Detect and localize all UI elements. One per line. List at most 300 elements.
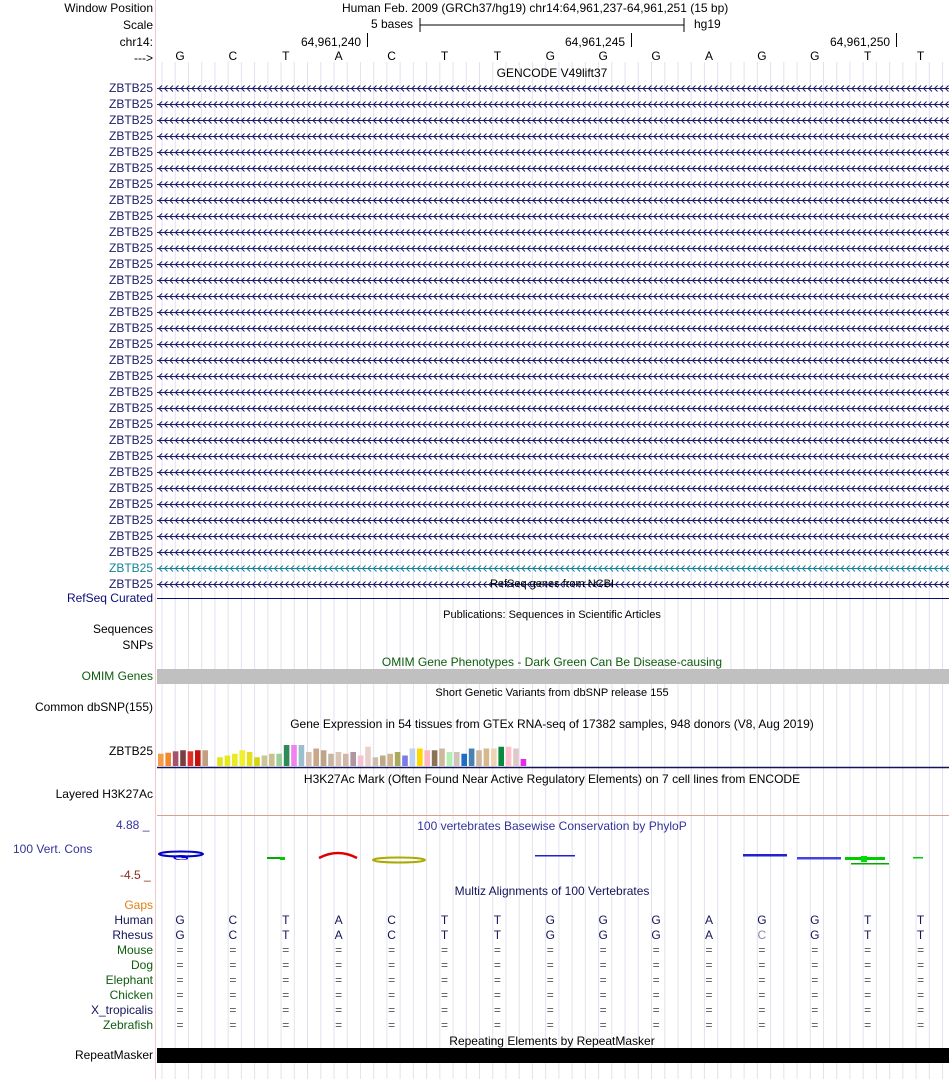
gencode-gene-label[interactable]: ZBTB25	[108, 241, 153, 255]
gencode-gene-label[interactable]: ZBTB25	[108, 513, 153, 527]
multiz-base: =	[599, 943, 607, 957]
multiz-base: A	[704, 913, 714, 927]
gtex-tissue-bar	[202, 750, 208, 766]
multiz-base: =	[282, 943, 290, 957]
gencode-transcript-line[interactable]	[157, 292, 949, 301]
multiz-base: =	[546, 943, 554, 957]
reference-base: T	[864, 49, 872, 63]
gtex-tissue-bar	[321, 750, 327, 766]
conservation-logo-chart[interactable]	[157, 846, 949, 870]
multiz-base: A	[704, 928, 714, 942]
reference-base: A	[704, 49, 714, 63]
gencode-gene-label[interactable]: ZBTB25	[108, 353, 153, 367]
multiz-base: T	[282, 913, 290, 927]
gencode-gene-label[interactable]: ZBTB25	[108, 145, 153, 159]
multiz-base: =	[599, 988, 607, 1002]
multiz-base: G	[175, 913, 185, 927]
gtex-tissue-bar	[373, 757, 379, 766]
multiz-base: =	[546, 1003, 554, 1017]
multiz-base: G	[598, 913, 608, 927]
multiz-base: =	[705, 1003, 713, 1017]
position-tick-3: 64,961,250	[830, 35, 891, 49]
gtex-tissue-bar	[217, 757, 223, 766]
h3k27ac-track-title[interactable]: H3K27Ac Mark (Often Found Near Active Regulatory Elements) on 7 cell lines from ENCODE	[303, 772, 801, 786]
gencode-gene-label[interactable]: ZBTB25	[108, 449, 153, 463]
multiz-base: G	[545, 928, 555, 942]
multiz-base: =	[282, 1003, 290, 1017]
gtex-tissue-bar	[447, 752, 453, 766]
gencode-transcript-line[interactable]	[157, 420, 949, 429]
gencode-transcript-line[interactable]	[157, 484, 949, 493]
multiz-base: C	[387, 928, 396, 942]
multiz-base: T	[916, 928, 925, 942]
gencode-gene-label[interactable]: ZBTB25	[108, 225, 153, 239]
multiz-base: =	[652, 1018, 660, 1032]
gencode-gene-label[interactable]: ZBTB25	[108, 177, 153, 191]
gtex-tissue-bar	[395, 752, 401, 766]
gencode-gene-label[interactable]: ZBTB25	[108, 321, 153, 335]
multiz-base: =	[229, 1003, 237, 1017]
multiz-base: =	[599, 973, 607, 987]
multiz-base: T	[493, 928, 502, 942]
conservation-track-title[interactable]: 100 vertebrates Basewise Conservation by PhyloP	[417, 819, 687, 833]
gencode-transcript-line[interactable]	[157, 564, 949, 573]
multiz-base: A	[334, 928, 343, 942]
strand-label: --->	[134, 51, 153, 65]
multiz-base: =	[917, 1003, 925, 1017]
multiz-base: =	[917, 958, 925, 972]
multiz-base: =	[758, 1018, 766, 1032]
multiz-base: A	[334, 913, 343, 927]
refseq-curated-label[interactable]: RefSeq Curated	[66, 591, 153, 605]
gtex-tissue-bar	[232, 754, 238, 766]
window-position-label: Window Position	[64, 1, 153, 15]
multiz-base: C	[757, 928, 767, 942]
multiz-base: =	[811, 973, 819, 987]
multiz-base: T	[440, 913, 449, 927]
gencode-transcript-line[interactable]	[157, 404, 949, 413]
multiz-base: =	[335, 1003, 343, 1017]
gtex-tissue-bar	[313, 749, 319, 767]
repeatmasker-track-title[interactable]: Repeating Elements by RepeatMasker	[449, 1034, 655, 1048]
multiz-base: G	[810, 913, 820, 927]
multiz-base: =	[811, 943, 819, 957]
multiz-base: G	[175, 928, 185, 942]
multiz-base: G	[757, 913, 767, 927]
multiz-base: =	[652, 943, 660, 957]
gencode-gene-label[interactable]: ZBTB25	[108, 433, 153, 447]
multiz-base: =	[864, 943, 872, 957]
multiz-base: =	[705, 988, 713, 1002]
multiz-base: =	[758, 988, 766, 1002]
multiz-species-label[interactable]: Human	[114, 913, 153, 927]
gtex-expression-chart[interactable]	[157, 731, 949, 769]
multiz-base: =	[864, 1003, 872, 1017]
gtex-tissue-bar	[469, 749, 475, 767]
gtex-tissue-bar	[276, 754, 282, 766]
conservation-ymin: -4.5 _	[120, 868, 151, 882]
multiz-base: =	[440, 1018, 449, 1032]
multiz-base: G	[651, 913, 661, 927]
gencode-gene-label[interactable]: ZBTB25	[108, 577, 153, 591]
multiz-track-title[interactable]: Multiz Alignments of 100 Vertebrates	[454, 884, 650, 898]
reference-base: C	[387, 49, 396, 63]
gencode-transcript-line[interactable]	[157, 324, 949, 333]
refseq-track-title[interactable]: RefSeq genes from NCBI	[489, 578, 615, 590]
multiz-base: =	[335, 943, 343, 957]
multiz-base: =	[917, 973, 925, 987]
gtex-tissue-bar	[387, 754, 393, 766]
chrom-label: chr14:	[119, 35, 153, 49]
gtex-tissue-bar	[247, 752, 253, 766]
gencode-gene-label[interactable]: ZBTB25	[108, 385, 153, 399]
reference-base: G	[651, 49, 661, 63]
gencode-gene-label[interactable]: ZBTB25	[108, 417, 153, 431]
multiz-base: =	[546, 1018, 554, 1032]
gencode-transcript-line[interactable]	[157, 500, 949, 509]
gencode-transcript-line[interactable]	[157, 388, 949, 397]
publications-snps-label[interactable]: SNPs	[122, 638, 153, 652]
gencode-gene-label[interactable]: ZBTB25	[108, 257, 153, 271]
h3k27ac-label[interactable]: Layered H3K27Ac	[55, 787, 153, 801]
logo-mark-t3	[913, 857, 923, 859]
gencode-gene-label[interactable]: ZBTB25	[108, 401, 153, 415]
multiz-species-label[interactable]: Mouse	[116, 943, 153, 957]
multiz-base: =	[493, 988, 501, 1002]
multiz-base: =	[388, 988, 396, 1002]
gencode-transcript-line[interactable]	[157, 84, 949, 93]
gtex-tissue-bar	[365, 747, 371, 766]
gencode-transcript-line[interactable]	[157, 196, 949, 205]
logo-mark-t2-core	[861, 856, 867, 862]
multiz-base: =	[176, 943, 184, 957]
dbsnp-label[interactable]: Common dbSNP(155)	[34, 700, 153, 714]
gtex-tissue-bar	[402, 756, 408, 767]
gencode-transcript-line[interactable]	[157, 308, 949, 317]
gtex-tissue-bar	[439, 749, 445, 767]
scale-label: Scale	[122, 18, 153, 32]
gtex-tissue-bar	[343, 754, 349, 766]
gencode-transcript-line[interactable]	[157, 116, 949, 125]
reference-base: T	[282, 49, 290, 63]
multiz-base: =	[705, 1018, 713, 1032]
gencode-gene-label[interactable]: ZBTB25	[108, 337, 153, 351]
gtex-tissue-bar	[173, 751, 179, 766]
multiz-base: =	[440, 958, 449, 972]
multiz-base: =	[282, 958, 290, 972]
multiz-base: =	[335, 958, 343, 972]
multiz-base: =	[176, 988, 184, 1002]
gencode-gene-label[interactable]: ZBTB25	[108, 561, 153, 575]
multiz-base: =	[652, 988, 660, 1002]
gtex-tissue-bar	[484, 749, 490, 767]
gtex-tissue-bar	[417, 749, 423, 767]
repeatmasker-label[interactable]: RepeatMasker	[74, 1048, 153, 1062]
multiz-base: =	[811, 988, 819, 1002]
gencode-gene-label[interactable]: ZBTB25	[108, 113, 153, 127]
multiz-base: =	[282, 1018, 290, 1032]
multiz-species-label[interactable]: Zebrafish	[102, 1018, 153, 1032]
multiz-base: =	[176, 958, 184, 972]
multiz-base: C	[228, 928, 238, 942]
gtex-tissue-bar	[195, 750, 201, 766]
position-tick-1: 64,961,240	[301, 35, 362, 49]
gtex-tissue-bar	[454, 752, 460, 766]
reference-base: G	[810, 49, 820, 63]
gtex-tissue-bar	[432, 750, 438, 766]
multiz-base: =	[546, 958, 554, 972]
multiz-base: =	[705, 958, 713, 972]
multiz-base: =	[917, 988, 925, 1002]
gtex-tissue-bar	[165, 753, 171, 766]
omim-track-title[interactable]: OMIM Gene Phenotypes - Dark Green Can Be Disease-causing	[381, 655, 723, 669]
multiz-base: =	[335, 988, 343, 1002]
gencode-transcript-line[interactable]	[157, 164, 949, 173]
gtex-tissue-bar	[380, 756, 386, 767]
position-tick-mark-3	[896, 33, 897, 47]
reference-base: G	[598, 49, 608, 63]
gtex-tissue-bar	[328, 754, 334, 766]
multiz-base: =	[599, 1003, 607, 1017]
multiz-base: T	[864, 928, 872, 942]
multiz-gaps-label: Gaps	[124, 898, 153, 912]
multiz-base: T	[493, 913, 502, 927]
assembly-position-text: Human Feb. 2009 (GRCh37/hg19) chr14:64,961,237-64,961,251 (15 bp)	[342, 1, 729, 15]
multiz-base: =	[546, 988, 554, 1002]
gtex-tissue-bar	[521, 759, 527, 766]
logo-mark-a	[319, 853, 357, 858]
multiz-base: T	[916, 913, 925, 927]
multiz-base: =	[652, 958, 660, 972]
multiz-base: G	[545, 913, 555, 927]
multiz-base: =	[917, 1018, 925, 1032]
logo-mark-g3	[743, 854, 787, 857]
reference-base: G	[175, 49, 185, 63]
gencode-gene-label[interactable]: ZBTB25	[108, 209, 153, 223]
multiz-base: =	[493, 958, 501, 972]
gencode-transcript-line[interactable]	[157, 260, 949, 269]
multiz-base: =	[864, 1018, 872, 1032]
multiz-base: =	[388, 973, 396, 987]
multiz-base: =	[758, 1003, 766, 1017]
multiz-base: =	[229, 1018, 237, 1032]
multiz-base: =	[388, 958, 396, 972]
multiz-base: G	[598, 928, 608, 942]
gencode-gene-label[interactable]: ZBTB25	[108, 97, 153, 111]
gencode-transcript-line[interactable]	[157, 100, 949, 109]
gencode-transcript-line[interactable]	[157, 356, 949, 365]
multiz-base: =	[440, 973, 449, 987]
gencode-gene-label[interactable]: ZBTB25	[108, 545, 153, 559]
label-divider	[155, 0, 156, 1079]
multiz-base: T	[282, 928, 290, 942]
multiz-base: =	[335, 973, 343, 987]
multiz-species-label[interactable]: Chicken	[109, 988, 153, 1002]
logo-mark-t2-neg	[851, 863, 889, 865]
publications-sequences-label[interactable]: Sequences	[92, 622, 153, 636]
reference-base: T	[916, 49, 925, 63]
gencode-gene-label[interactable]: ZBTB25	[108, 465, 153, 479]
conservation-ymax: 4.88 _	[116, 818, 150, 832]
multiz-species-label[interactable]: Rhesus	[112, 928, 153, 942]
multiz-base: C	[387, 913, 396, 927]
multiz-species-label[interactable]: Elephant	[105, 973, 153, 987]
reference-base: T	[440, 49, 449, 63]
multiz-base: =	[652, 1003, 660, 1017]
multiz-base: =	[811, 1018, 819, 1032]
multiz-base: =	[811, 1003, 819, 1017]
gencode-transcript-line[interactable]	[157, 276, 949, 285]
reference-base: C	[228, 49, 238, 63]
multiz-base: T	[440, 928, 449, 942]
gtex-tissue-bar	[336, 752, 342, 766]
gencode-gene-label[interactable]: ZBTB25	[108, 161, 153, 175]
multiz-base: =	[599, 958, 607, 972]
multiz-base: =	[758, 943, 766, 957]
scale-db: hg19	[694, 17, 721, 31]
multiz-base: =	[440, 1003, 449, 1017]
reference-base: G	[545, 49, 555, 63]
refseq-gene-line[interactable]	[157, 598, 949, 599]
gtex-tissue-bar	[498, 747, 504, 766]
multiz-base: =	[705, 973, 713, 987]
gtex-tissue-bar	[239, 750, 245, 766]
logo-mark-c	[373, 858, 425, 863]
multiz-base: =	[811, 958, 819, 972]
gtex-tissue-bar	[254, 757, 260, 766]
multiz-base: =	[758, 973, 766, 987]
position-tick-2: 64,961,245	[565, 35, 626, 49]
reference-base: A	[334, 49, 343, 63]
gtex-tissue-bar	[284, 745, 290, 766]
gencode-transcript-line[interactable]	[157, 180, 949, 189]
position-tick-mark-2	[631, 33, 632, 47]
h3k27ac-baseline	[157, 815, 949, 816]
reference-base: T	[493, 49, 502, 63]
multiz-species-label[interactable]: Dog	[130, 958, 153, 972]
position-tick-mark-1	[367, 33, 368, 47]
gtex-tissue-bar	[476, 750, 482, 766]
gencode-gene-label[interactable]: ZBTB25	[108, 529, 153, 543]
gtex-gene-label[interactable]: ZBTB25	[108, 744, 153, 758]
multiz-base: =	[917, 943, 925, 957]
multiz-base: G	[810, 928, 820, 942]
gtex-track-title[interactable]: Gene Expression in 54 tissues from GTEx RNA-seq of 17382 samples, 948 donors (V8, Aug 2019)	[290, 717, 814, 731]
gtex-tissue-bar	[299, 745, 305, 766]
gtex-tissue-bar	[461, 754, 467, 766]
multiz-base: =	[282, 973, 290, 987]
gtex-tissue-bar	[291, 745, 297, 766]
multiz-base: =	[440, 988, 449, 1002]
gencode-transcript-line[interactable]	[157, 468, 949, 477]
publications-track-title[interactable]: Publications: Sequences in Scientific Articles	[443, 609, 661, 621]
multiz-base: =	[493, 973, 501, 987]
gencode-gene-label[interactable]: ZBTB25	[108, 305, 153, 319]
gtex-tissue-bar	[180, 750, 186, 766]
omim-feature-bar[interactable]	[157, 669, 949, 684]
gencode-gene-label[interactable]: ZBTB25	[108, 273, 153, 287]
logo-mark-t1-core	[280, 857, 285, 860]
gencode-transcript-line[interactable]	[157, 516, 949, 525]
gtex-tissue-bar	[225, 756, 231, 767]
multiz-base: =	[758, 958, 766, 972]
scale-bar	[418, 16, 688, 34]
gtex-tissue-bar	[410, 749, 416, 767]
gencode-gene-label[interactable]: ZBTB25	[108, 193, 153, 207]
gencode-gene-label[interactable]: ZBTB25	[108, 129, 153, 143]
gencode-gene-label[interactable]: ZBTB25	[108, 289, 153, 303]
multiz-base: =	[388, 1003, 396, 1017]
logo-letter-g-1: G	[172, 853, 190, 862]
gencode-transcript-line[interactable]	[157, 548, 949, 557]
reference-base: G	[757, 49, 767, 63]
gtex-tissue-bar	[158, 754, 164, 766]
gtex-tissue-bar	[262, 756, 268, 767]
multiz-base: =	[864, 973, 872, 987]
multiz-base: =	[176, 1003, 184, 1017]
gencode-gene-label[interactable]: ZBTB25	[108, 369, 153, 383]
gencode-transcript-line[interactable]	[157, 340, 949, 349]
gtex-tissue-bar	[306, 752, 312, 766]
gencode-transcript-line[interactable]	[157, 132, 949, 141]
multiz-base: =	[388, 1018, 396, 1032]
gencode-transcript-line[interactable]	[157, 212, 949, 221]
scale-bases-text: 5 bases	[371, 17, 414, 31]
gencode-transcript-line[interactable]	[157, 532, 949, 541]
multiz-base: =	[229, 958, 237, 972]
multiz-base: =	[335, 1018, 343, 1032]
gencode-transcript-line[interactable]	[157, 372, 949, 381]
multiz-base: C	[228, 913, 238, 927]
gtex-tissue-bar	[491, 749, 497, 767]
multiz-base: G	[651, 928, 661, 942]
gtex-tissue-bar	[188, 751, 194, 766]
omim-genes-label[interactable]: OMIM Genes	[81, 669, 153, 683]
multiz-base: =	[599, 1018, 607, 1032]
gencode-transcript-line[interactable]	[157, 436, 949, 445]
multiz-base: =	[440, 943, 449, 957]
multiz-base: =	[493, 1018, 501, 1032]
repeatmasker-feature-bar[interactable]	[157, 1048, 949, 1063]
gencode-track-title[interactable]: GENCODE V49lift37	[496, 66, 608, 80]
gtex-tissue-bar	[358, 756, 364, 767]
gencode-gene-label[interactable]: ZBTB25	[108, 81, 153, 95]
multiz-base: =	[388, 943, 396, 957]
gencode-transcript-line[interactable]	[157, 452, 949, 461]
multiz-species-label[interactable]: X_tropicalis	[90, 1003, 153, 1017]
gtex-tissue-bar	[513, 749, 519, 767]
multiz-base: =	[229, 943, 237, 957]
multiz-base: =	[864, 988, 872, 1002]
multiz-base: =	[493, 1003, 501, 1017]
logo-mark-g4	[797, 857, 841, 860]
gencode-gene-label[interactable]: ZBTB25	[108, 481, 153, 495]
gencode-transcript-line[interactable]	[157, 244, 949, 253]
multiz-base: =	[282, 988, 290, 1002]
gencode-transcript-line[interactable]	[157, 148, 949, 157]
multiz-base: =	[229, 973, 237, 987]
gtex-tissue-bar	[506, 747, 512, 766]
conservation-label[interactable]: 100 Vert. Cons	[13, 842, 93, 856]
multiz-base: =	[546, 973, 554, 987]
multiz-base: =	[176, 1018, 184, 1032]
multiz-base: =	[176, 973, 184, 987]
multiz-base: =	[493, 943, 501, 957]
multiz-base: =	[652, 973, 660, 987]
gencode-gene-label[interactable]: ZBTB25	[108, 497, 153, 511]
dbsnp-track-title[interactable]: Short Genetic Variants from dbSNP release 155	[435, 687, 669, 699]
gencode-transcript-line[interactable]	[157, 228, 949, 237]
